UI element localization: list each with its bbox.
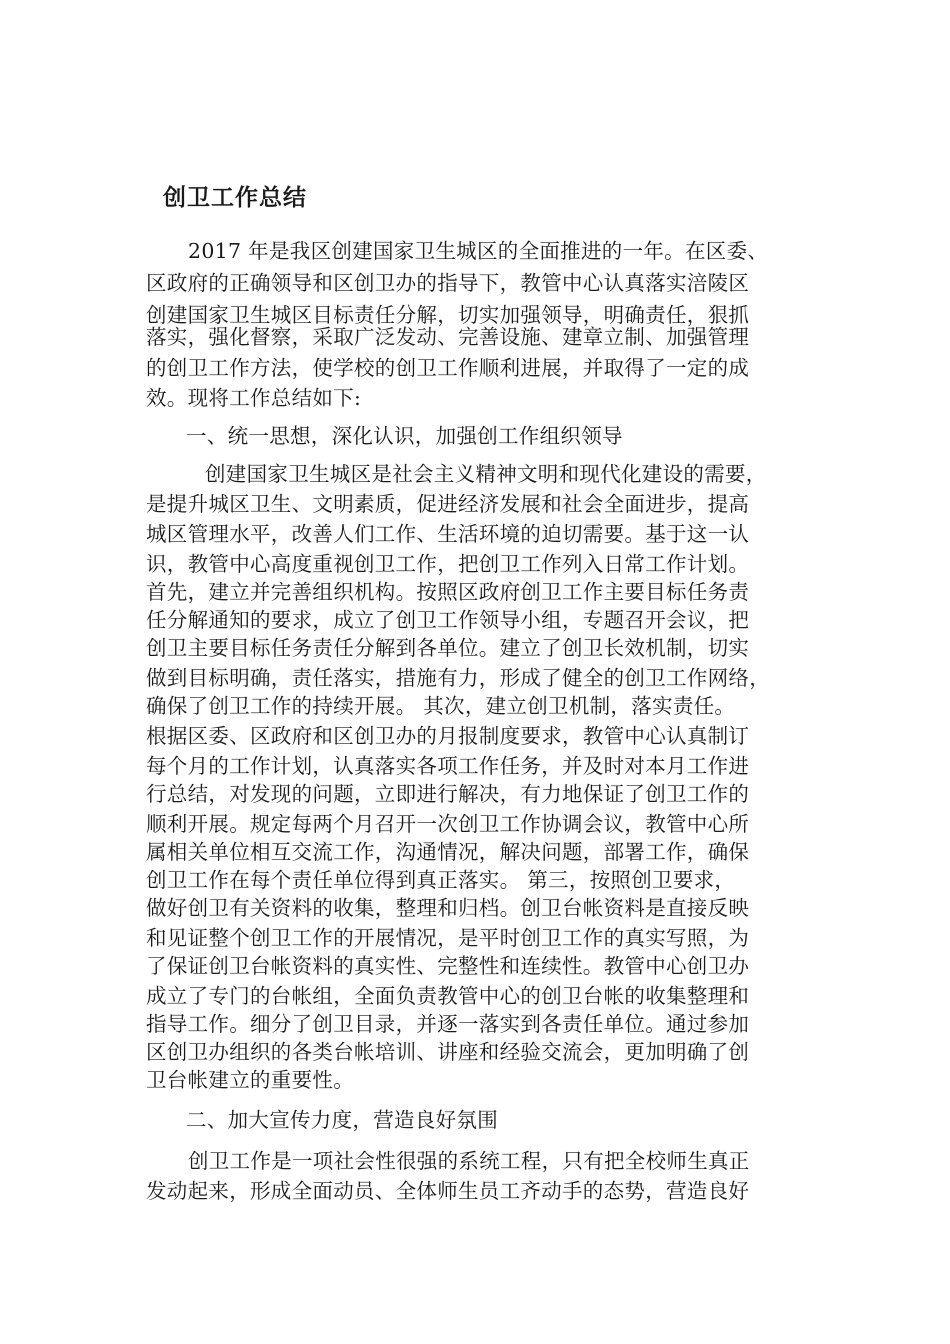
paragraph-line: 成立了专门的台帐组，全面负责教管中心的创卫台帐的收集整理和 [146, 984, 750, 1008]
paragraph-line: 区政府的正确领导和区创卫办的指导下，教管中心认真落实涪陵区 [146, 271, 750, 295]
paragraph-line: 落实，强化督察，采取广泛发动、完善设施、建章立制、加强管理 [146, 325, 750, 349]
section-heading: 二、加大宣传力度，营造良好氛围 [186, 1108, 498, 1132]
paragraph-line: 2017 年是我区创建国家卫生城区的全面推进的一年。在区委、 [188, 239, 769, 263]
paragraph-line: 创卫主要目标任务责任分解到各单位。建立了创卫长效机制，切实 [146, 636, 750, 660]
paragraph-line: 识，教管中心高度重视创卫工作，把创卫工作列入日常工作计划。 [146, 552, 750, 576]
section-heading: 一、统一思想，深化认识，加强创工作组织领导 [186, 424, 623, 448]
paragraph-line: 首先，建立并完善组织机构。按照区政府创卫工作主要目标任务责 [146, 580, 750, 604]
paragraph-line: 做到目标明确，责任落实，措施有力，形成了健全的创卫工作网络， [146, 666, 770, 690]
paragraph-line: 任分解通知的要求，成立了创卫工作领导小组，专题召开会议，把 [146, 608, 750, 632]
paragraph-line: 城区管理水平，改善人们工作、生活环境的迫切需要。基于这一认 [146, 522, 750, 546]
paragraph-line: 根据区委、区政府和区创卫办的月报制度要求，教管中心认真制订 [146, 724, 750, 748]
paragraph-line: 确保了创卫工作的持续开展。 其次，建立创卫机制，落实责任。 [146, 694, 736, 718]
paragraph-line: 创建国家卫生城区是社会主义精神文明和现代化建设的需要， [205, 462, 767, 486]
paragraph-line: 每个月的工作计划，认真落实各项工作任务，并及时对本月工作进 [146, 754, 750, 778]
paragraph-line: 是提升城区卫生、文明素质，促进经济发展和社会全面进步，提高 [146, 492, 750, 516]
paragraph-line: 创卫工作是一项社会性很强的系统工程，只有把全校师生真正 [188, 1149, 750, 1173]
paragraph-line: 创卫工作在每个责任单位得到真正落实。 第三，按照创卫要求， [146, 868, 736, 892]
paragraph-line: 做好创卫有关资料的收集，整理和归档。创卫台帐资料是直接反映 [146, 896, 750, 920]
paragraph-line: 区创卫办组织的各类台帐培训、讲座和经验交流会，更加明确了创 [146, 1040, 750, 1064]
paragraph-line: 顺利开展。规定每两个月召开一次创卫工作协调会议，教管中心所 [146, 812, 750, 836]
document-title: 创卫工作总结 [163, 185, 307, 211]
paragraph-line: 卫台帐建立的重要性。 [146, 1068, 354, 1092]
paragraph-line: 指导工作。细分了创卫目录，并逐一落实到各责任单位。通过参加 [146, 1012, 750, 1036]
paragraph-line: 效。现将工作总结如下: [146, 386, 362, 410]
paragraph-line: 和见证整个创卫工作的开展情况，是平时创卫工作的真实写照，为 [146, 926, 750, 950]
paragraph-line: 的创卫工作方法，使学校的创卫工作顺利进展，并取得了一定的成 [146, 356, 750, 380]
paragraph-line: 创建国家卫生城区目标责任分解，切实加强领导，明确责任，狠抓 [146, 303, 750, 327]
paragraph-line: 属相关单位相互交流工作，沟通情况，解决问题，部署工作，确保 [146, 840, 750, 864]
paragraph-line: 行总结，对发现的问题，立即进行解决，有力地保证了创卫工作的 [146, 782, 750, 806]
paragraph-line: 发动起来，形成全面动员、全体师生员工齐动手的态势，营造良好 [146, 1179, 750, 1203]
paragraph-line: 了保证创卫台帐资料的真实性、完整性和连续性。教管中心创卫办 [146, 954, 750, 978]
